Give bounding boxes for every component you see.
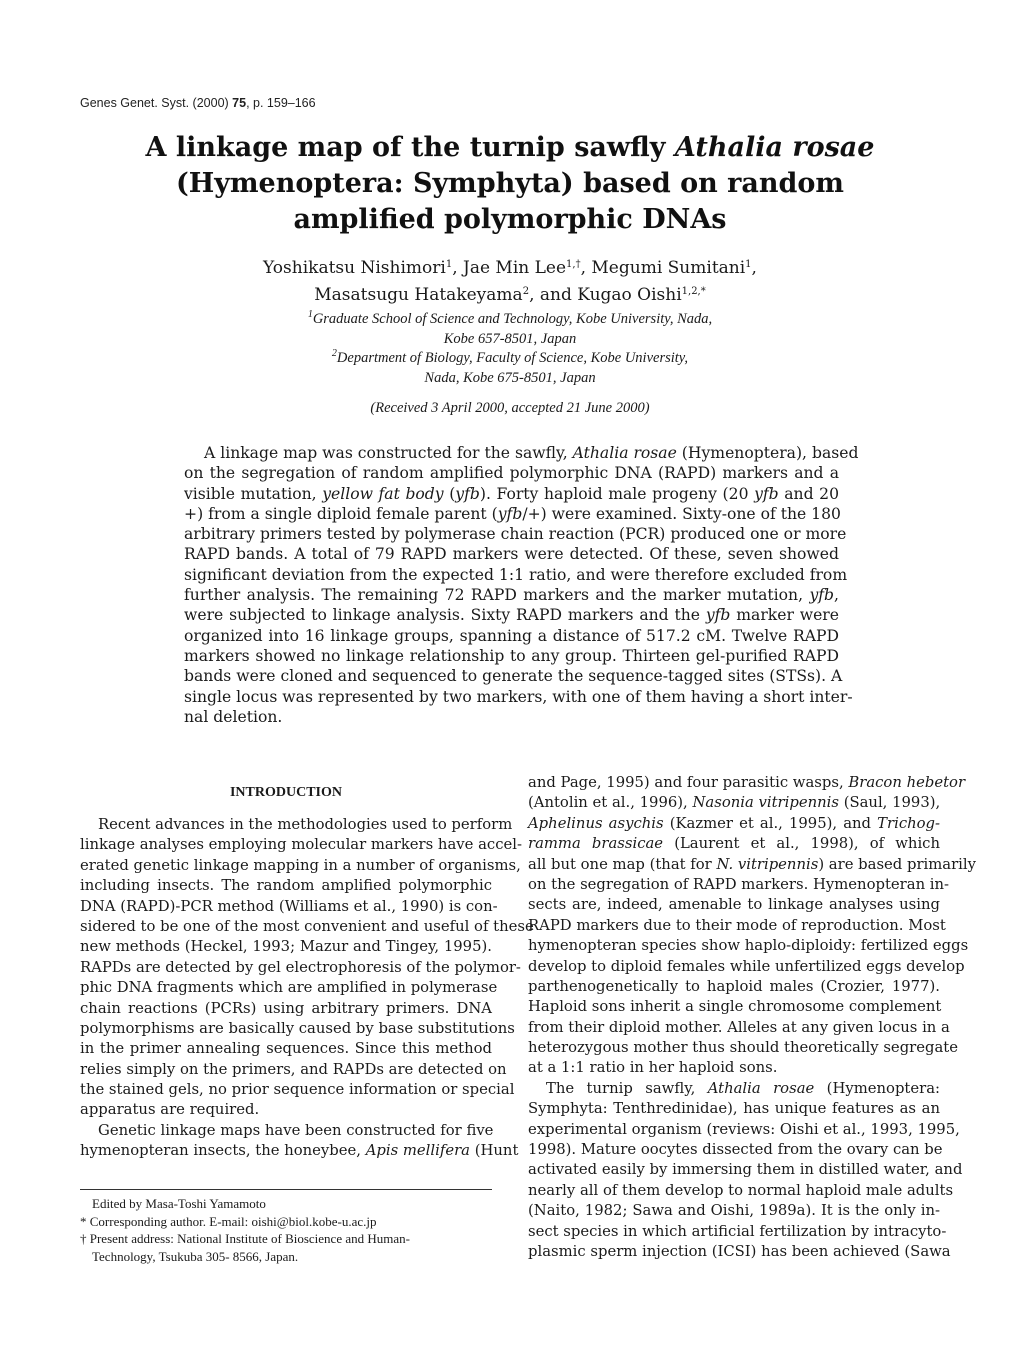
gene-name: yellow fat body <box>322 484 444 503</box>
abstract-line: markers showed no linkage relationship to any group. Thirteen gel-purified RAPD <box>184 646 839 665</box>
body-line <box>528 773 966 793</box>
text: all but one map (that for <box>528 855 717 873</box>
body-line: erated genetic linkage mapping in a number of organisms, <box>80 856 521 874</box>
body-line: at a 1:1 ratio in her haploid sons. <box>528 1059 778 1077</box>
text: /+) were examined. Sixty-one of the 180 <box>522 504 841 523</box>
title-line-2: (Hymenoptera: Symphyta) based on random <box>176 168 844 199</box>
body-line: chain reactions (PCRs) using arbitrary primers. DNA <box>80 999 492 1017</box>
title-line-3: amplified polymorphic DNAs <box>293 204 727 235</box>
body-line: Haploid sons inherit a single chromosome complement <box>528 998 942 1016</box>
body-line: sects are, indeed, amenable to linkage analyses using <box>528 896 940 914</box>
abstract-line: arbitrary primers tested by polymerase chain reaction (PCR) produced one or more <box>184 525 847 544</box>
footnote-divider <box>80 1189 492 1190</box>
abstract-line <box>184 484 839 504</box>
body-line: activated easily by immersing them in distilled water, and <box>528 1161 963 1179</box>
affiliation-text: Graduate School of Science and Technology, Kobe University, Nada, <box>312 311 713 327</box>
abstract-line: RAPD bands. A total of 79 RAPD markers were detected. Of these, seven showed <box>184 545 839 564</box>
author-sup: 1 <box>745 259 752 270</box>
body-line: including insects. The random amplified polymorphic <box>80 877 492 895</box>
abstract <box>184 443 859 727</box>
species-name: ramma brassicae <box>528 835 664 853</box>
footnote-editor: Edited by Masa-Toshi Yamamoto <box>92 1196 266 1211</box>
text: (Saul, 1993), <box>838 794 941 812</box>
text: marker were <box>730 606 839 625</box>
abstract-line: on the segregation of random amplified polymorphic DNA (RAPD) markers and a <box>184 464 839 483</box>
affiliation-line <box>100 310 920 330</box>
text: further analysis. The remaining 72 RAPD markers and the marker mutation, <box>184 586 810 605</box>
affiliation-line: Nada, Kobe 675-8501, Japan <box>424 369 596 386</box>
affiliations <box>100 310 920 388</box>
body-line: the stained gels, no prior sequence information or special <box>80 1081 515 1099</box>
body-line <box>528 834 940 854</box>
body-line <box>528 1079 940 1099</box>
body-line: phic DNA fragments which are amplified in polymerase <box>80 979 498 997</box>
text: (Laurent et al., 1998), of which <box>663 835 940 853</box>
text: ). Forty haploid male progeny (20 <box>479 484 755 503</box>
body-line: apparatus are required. <box>80 1101 260 1119</box>
body-line: sidered to be one of the most convenient and useful of these <box>80 917 534 935</box>
body-line: hymenopteran species show haplo-diploidy: fertilized eggs <box>528 937 969 955</box>
species-name: N. vitripennis <box>716 855 819 873</box>
abstract-line <box>184 585 839 605</box>
gene-symbol: yfb <box>754 484 779 503</box>
author-name: Masatsugu Hatakeyama <box>314 285 523 305</box>
author-name: Yoshikatsu Nishimori <box>263 258 446 278</box>
body-line: in the primer annealing sequences. Since this method <box>80 1040 492 1058</box>
body-column-left <box>80 815 534 1162</box>
text: The turnip sawfly, <box>546 1079 708 1097</box>
author-sup: 1,2,* <box>681 286 706 297</box>
affiliation-sup: 1 <box>307 309 313 320</box>
text: ) are based primarily <box>818 855 977 873</box>
journal-prefix: Genes Genet. Syst. (2000) <box>80 96 233 110</box>
body-line: polymorphisms are basically caused by base substitutions <box>80 1019 515 1037</box>
species-name: Apis mellifera <box>365 1142 470 1160</box>
section-heading-introduction: INTRODUCTION <box>229 785 342 800</box>
body-line: experimental organism (reviews: Oishi et al., 1993, 1995, <box>528 1120 960 1138</box>
abstract-line <box>184 605 839 625</box>
journal-pages: , p. 159–166 <box>246 96 316 110</box>
species-name: Athalia rosae <box>572 444 677 462</box>
body-line: plasmic sperm injection (ICSI) has been achieved (Sawa <box>528 1242 951 1260</box>
abstract-line: significant deviation from the expected 1:1 ratio, and were therefore excluded from <box>184 565 848 584</box>
gene-symbol: yfb <box>497 504 523 523</box>
text: (Hymenoptera: <box>814 1079 940 1097</box>
abstract-line: single locus was represented by two markers, with one of them having a short inter- <box>184 687 853 706</box>
text: (Antolin et al., 1996), <box>528 794 693 812</box>
author-name: , Megumi Sumitani <box>580 258 746 278</box>
abstract-line: bands were cloned and sequenced to generate the sequence-tagged sites (STSs). A <box>184 667 843 686</box>
body-line: RAPDs are detected by gel electrophoresis of the polymor- <box>80 958 521 976</box>
author-name: , and Kugao Oishi <box>529 285 682 305</box>
author-sup: 1,† <box>566 259 581 270</box>
text: +) from a single diploid female parent ( <box>184 504 498 523</box>
species-name: Trichog- <box>877 814 941 832</box>
title-line-1 <box>100 130 920 166</box>
abstract-line <box>184 443 859 463</box>
species-name: Bracon hebetor <box>848 774 966 791</box>
body-line: Recent advances in the methodologies used to perform <box>98 816 513 833</box>
footnotes <box>80 1195 500 1265</box>
affiliation-sup: 2 <box>331 348 337 359</box>
gene-symbol: yfb <box>455 484 480 503</box>
text: (Kazmer et al., 1995), and <box>663 814 878 832</box>
body-column-right <box>528 773 977 1262</box>
text: A linkage map was constructed for the sawfly, <box>204 444 573 462</box>
journal-volume: 75 <box>232 96 247 110</box>
text: hymenopteran insects, the honeybee, <box>80 1142 366 1160</box>
affiliation-line <box>100 349 920 369</box>
body-line: from their diploid mother. Alleles at any given locus in a <box>528 1018 950 1036</box>
text: , <box>834 586 839 605</box>
body-line: nearly all of them develop to normal haploid male adults <box>528 1181 954 1199</box>
abstract-line: organized into 16 linkage groups, spanning a distance of 517.2 cM. Twelve RAPD <box>184 626 839 645</box>
gene-symbol: yfb <box>705 606 731 625</box>
body-line: linkage analyses employing molecular markers have accel- <box>80 836 522 854</box>
footnote-present-address-cont: Technology, Tsukuba 305- 8566, Japan. <box>92 1248 299 1264</box>
body-line: new methods (Heckel, 1993; Mazur and Tingey, 1995). <box>80 938 492 956</box>
author-list <box>100 255 920 309</box>
body-line: 1998). Mature oocytes dissected from the ovary can be <box>528 1141 943 1159</box>
title-text: A linkage map of the turnip sawfly <box>145 132 675 163</box>
author-sep: , <box>751 258 757 278</box>
body-line: develop to diploid females while unfertilized eggs develop <box>528 957 965 975</box>
body-line: heterozygous mother thus should theoretically segregate <box>528 1039 958 1057</box>
text: were subjected to linkage analysis. Sixty RAPD markers and the <box>184 606 706 625</box>
author-sup: 2 <box>522 286 530 297</box>
abstract-line: nal deletion. <box>184 707 283 726</box>
author-name: , Jae Min Lee <box>452 258 567 278</box>
body-line <box>528 855 977 875</box>
abstract-line <box>184 504 839 524</box>
body-line: Genetic linkage maps have been constructed for five <box>98 1121 494 1139</box>
body-line <box>528 793 940 813</box>
body-line <box>80 1141 519 1161</box>
text: and 20 <box>778 484 839 503</box>
received-dates: (Received 3 April 2000, accepted 21 June 2000) <box>370 400 650 416</box>
body-line: on the segregation of RAPD markers. Hymenopteran in- <box>528 875 950 893</box>
footnote-corresponding: * Corresponding author. E-mail: oishi@biol.kobe-u.ac.jp <box>80 1213 377 1229</box>
authors-line-2 <box>100 282 920 309</box>
text: (Hymenoptera), based <box>676 444 859 462</box>
species-name: Nasonia vitripennis <box>692 794 839 812</box>
footnote-present-address: † Present address: National Institute of Bioscience and Human- <box>80 1231 410 1246</box>
affiliation-text: Department of Biology, Faculty of Science, Kobe University, <box>336 350 689 366</box>
text: (Hunt <box>470 1142 519 1160</box>
body-line <box>528 814 940 834</box>
body-line: relies simply on the primers, and RAPDs are detected on <box>80 1060 507 1078</box>
body-line: Symphyta: Tenthredinidae), has unique features as an <box>528 1100 940 1118</box>
species-name: Aphelinus asychis <box>528 814 664 832</box>
text: and Page, 1995) and four parasitic wasps, <box>528 774 849 791</box>
title-species: Athalia rosae <box>674 132 875 163</box>
text: visible mutation, <box>184 484 323 503</box>
authors-line-1 <box>100 255 920 282</box>
paper-title <box>100 130 920 238</box>
body-line: DNA (RAPD)-PCR method (Williams et al., 1990) is con- <box>80 897 498 915</box>
body-line: RAPD markers due to their mode of reproduction. Most <box>528 916 946 934</box>
text: ( <box>443 484 456 503</box>
journal-citation <box>80 96 316 110</box>
body-line: (Naito, 1982; Sawa and Oishi, 1989a). It is the only in- <box>528 1202 940 1220</box>
body-line: parthenogenetically to haploid males (Crozier, 1977). <box>528 977 940 995</box>
author-sup: 1 <box>445 259 453 270</box>
species-name: Athalia rosae <box>707 1079 815 1097</box>
gene-symbol: yfb <box>809 586 835 605</box>
body-line: sect species in which artificial fertilization by intracyto- <box>528 1222 947 1240</box>
affiliation-line: Kobe 657-8501, Japan <box>443 330 577 347</box>
